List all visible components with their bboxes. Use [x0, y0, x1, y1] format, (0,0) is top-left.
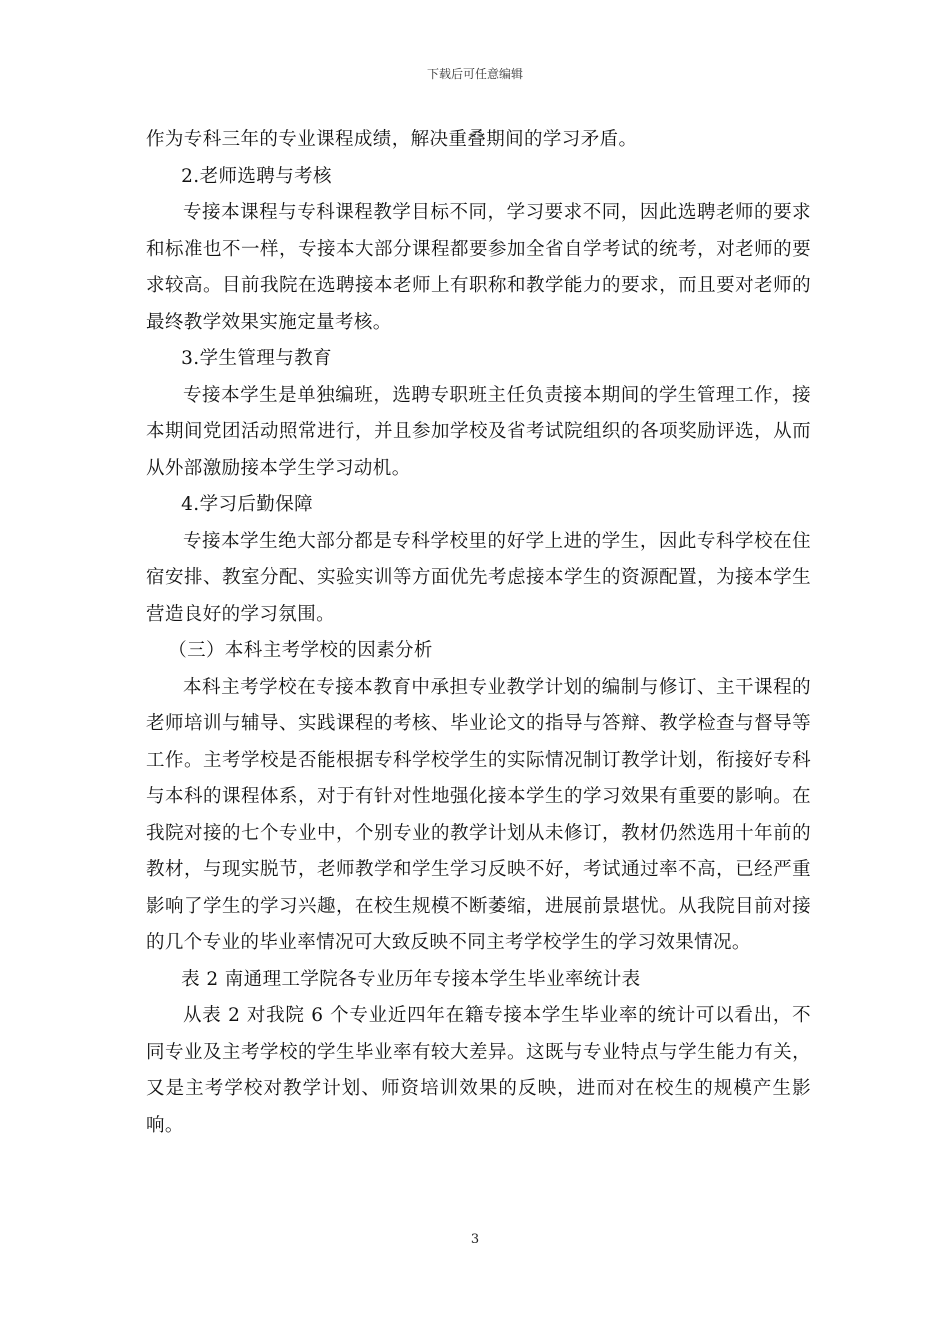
page-header: 下载后可任意编辑 — [426, 67, 523, 81]
document-body — [146, 122, 811, 1144]
table-caption: 表 2 南通理工学院各专业历年专接本学生毕业率统计表 — [181, 968, 641, 990]
body-paragraph: 专接本学生是单独编班，选聘专职班主任负责接本期间的学生管理工作，接本期间党团活动照常进行，并且参加学校及省考试院组织的各项奖励评选，从而从外部激励接本学生学习动机。 — [146, 384, 811, 479]
continuation-paragraph: 作为专科三年的专业课程成绩，解决重叠期间的学习矛盾。 — [146, 129, 638, 150]
section-heading-undergrad-school: （三）本科主考学校的因素分析 — [168, 640, 433, 661]
body-paragraph: 专接本学生绝大部分都是专科学校里的好学上进的学生，因此专科学校在住宿安排、教室分配、实验实训等方面优先考虑接本学生的资源配置，为接本学生营造良好的学习氛围。 — [146, 530, 811, 625]
section-heading-teacher-selection: 2.老师选聘与考核 — [181, 165, 332, 187]
section-heading-student-management: 3.学生管理与教育 — [181, 348, 332, 369]
section-heading-logistics: 4.学习后勤保障 — [181, 494, 313, 515]
body-paragraph: 本科主考学校在专接本教育中承担专业教学计划的编制与修订、主干课程的老师培训与辅导、实践课程的考核、毕业论文的指导与答辩、教学检查与督导等工作。主考学校是否能根据专科学校学生的实际情况制订教学计划，衔接好专科与本科的课程体系，对于有针对性地强化接本学生的学习效果有重要的影响。在我院对接的七个专业中，个别专业的教学计划从未修订，教材仍然选用十年前的教材，与现实脱节，老师教学和学生学习反映不好，考试通过率不高，已经严重影响了学生的学习兴趣，在校生规模不断萎缩，进展前景堪忧。从我院目前对接的几个专业的毕业率情况可大致反映不同主考学校学生的学习效果情况。 — [146, 676, 811, 953]
body-paragraph: 专接本课程与专科课程教学目标不同，学习要求不同，因此选聘老师的要求和标准也不一样，专接本大部分课程都要参加全省自学考试的统考，对老师的要求较高。目前我院在选聘接本老师上有职称和教学能力的要求，而且要对老师的最终教学效果实施定量考核。 — [146, 202, 811, 333]
page-number: 3 — [470, 1232, 480, 1247]
body-paragraph: 从表 2 对我院 6 个专业近四年在籍专接本学生毕业率的统计可以看出，不同专业及主考学校的学生毕业率有较大差异。这既与专业特点与学生能力有关，又是主考学校对教学计划、师资培训效果的反映，进而对在校生的规模产生影响。 — [146, 1005, 811, 1136]
